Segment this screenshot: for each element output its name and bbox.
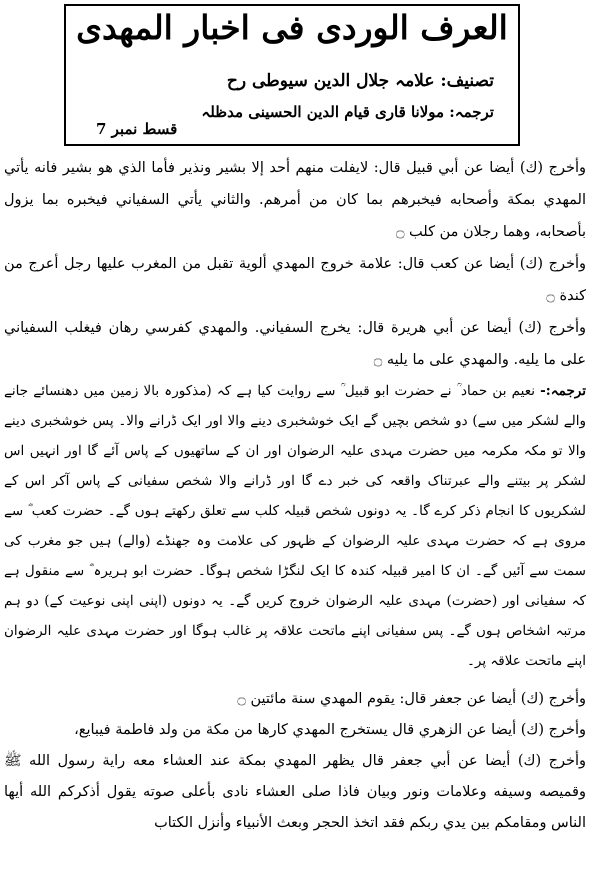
arabic-paragraph-4: وأخرج (ك) أيضا عن جعفر قال: يقوم المهدي سنة مائتين ۝ — [237, 691, 586, 707]
magazine-title: العرف الوردی فی اخبار المهدی — [76, 8, 508, 47]
article-body — [4, 152, 586, 839]
installment-number: قسط نمبر 7 — [96, 120, 178, 138]
urdu-translation — [4, 376, 586, 676]
author-line: تصنیف: علامہ جلال الدین سیوطی رح — [226, 71, 494, 91]
translator-line: ترجمہ: مولانا قاری قیام الدین الحسینی مدظلہ — [201, 103, 494, 121]
arabic-paragraph-5: وأخرج (ك) أيضا عن الزهري قال يستخرج المهدي كارها من مكة من ولد فاطمة فيبايع، — [74, 722, 586, 738]
arabic-paragraph-3: وأخرج (ك) أيضا عن أبي هريرة قال: يخرج السفياني. والمهدي كفرسي رهان فيغلب السفياني على ما يليه. والمهدي على ما يليه ۝ — [4, 320, 586, 368]
header-box — [64, 4, 520, 146]
arabic-paragraph-2: وأخرج (ك) أيضا عن كعب قال: علامة خروج المهدي ألوية تقبل من المغرب عليها رجل أعرج من كندة ۝ — [4, 256, 586, 304]
translation-label: ترجمہ:- — [540, 383, 587, 399]
arabic-paragraph-1: وأخرج (ك) أيضا عن أبي قبيل قال: لايفلت منهم أحد إلا بشير ونذير فأما الذي هو بشير فانه يأتي المهدي بمكة وأصحابه فيخبرهم بما كان من أمرهم. والثاني يأتي السفياني فيخبره بما يزول بأصحابه، وهما رجلان من كلب ۝ — [4, 160, 586, 240]
arabic-paragraph-6: وأخرج (ك) أيضا عن أبي جعفر قال يظهر المهدي بمكة عند العشاء معه راية رسول الله ﷺ وقميصه وسيفه وعلامات ونور وبيان فاذا صلى العشاء نادى بأعلى صوته يقول أذكركم الله أيها الناس ومقامكم بين يدي ربكم فقد اتخذ الحجر وبعث الأنبياء وأنزل الكتاب — [4, 753, 586, 831]
section-gap — [4, 676, 586, 684]
translation-text: نعیم بن حماد ؒ نے حضرت ابو قبیل ؒ سے روایت کیا ہے کہ (مذکورہ بالا زمین میں دھنسائے جانے والے لشکر میں سے) دو شخص بچیں گے ایک خوشخبری دینے والا اور ایک ڈرانے والا۔ پس خوشخبری دینے والا تو مکہ مکرمہ میں حضرت مہدی علیہ الرضوان اور ان کے ساتھیوں کے پاس آئے گا اور انہیں اس لشکر پر بیتنے والے عبرتناک واقعہ کی خبر دے گا اور ڈرانے والا شخص سفیانی کے پاس آکر اس کے لشکریوں کا انجام ذکر کرے گا۔ یہ دونوں شخص قبیلہ کلب سے تعلق رکھتے ہوں گے۔ حضرت کعب ؓ سے مروی ہے کہ حضرت مہدی علیہ الرضوان کے ظہور کی علامت وہ جھنڈے (والے) ہیں جو مغرب کی سمت سے آئیں گے۔ ان کا امیر قبیلہ کندہ کا ایک لنگڑا شخص ہوگا۔ حضرت ابو ہریرہ ؓ سے منقول ہے کہ سفیانی اور (حضرت) مہدی علیہ الرضوان خروج کریں گے۔ یہ دونوں (اپنی اپنی نوعیت کے) دو ہم مرتبہ اشخاص ہوں گے۔ پس سفیانی اپنے ماتحت علاقہ پر غالب ہوگا اور حضرت مہدی علیہ الرضوان اپنے ماتحت علاقہ پر۔ — [4, 383, 586, 669]
